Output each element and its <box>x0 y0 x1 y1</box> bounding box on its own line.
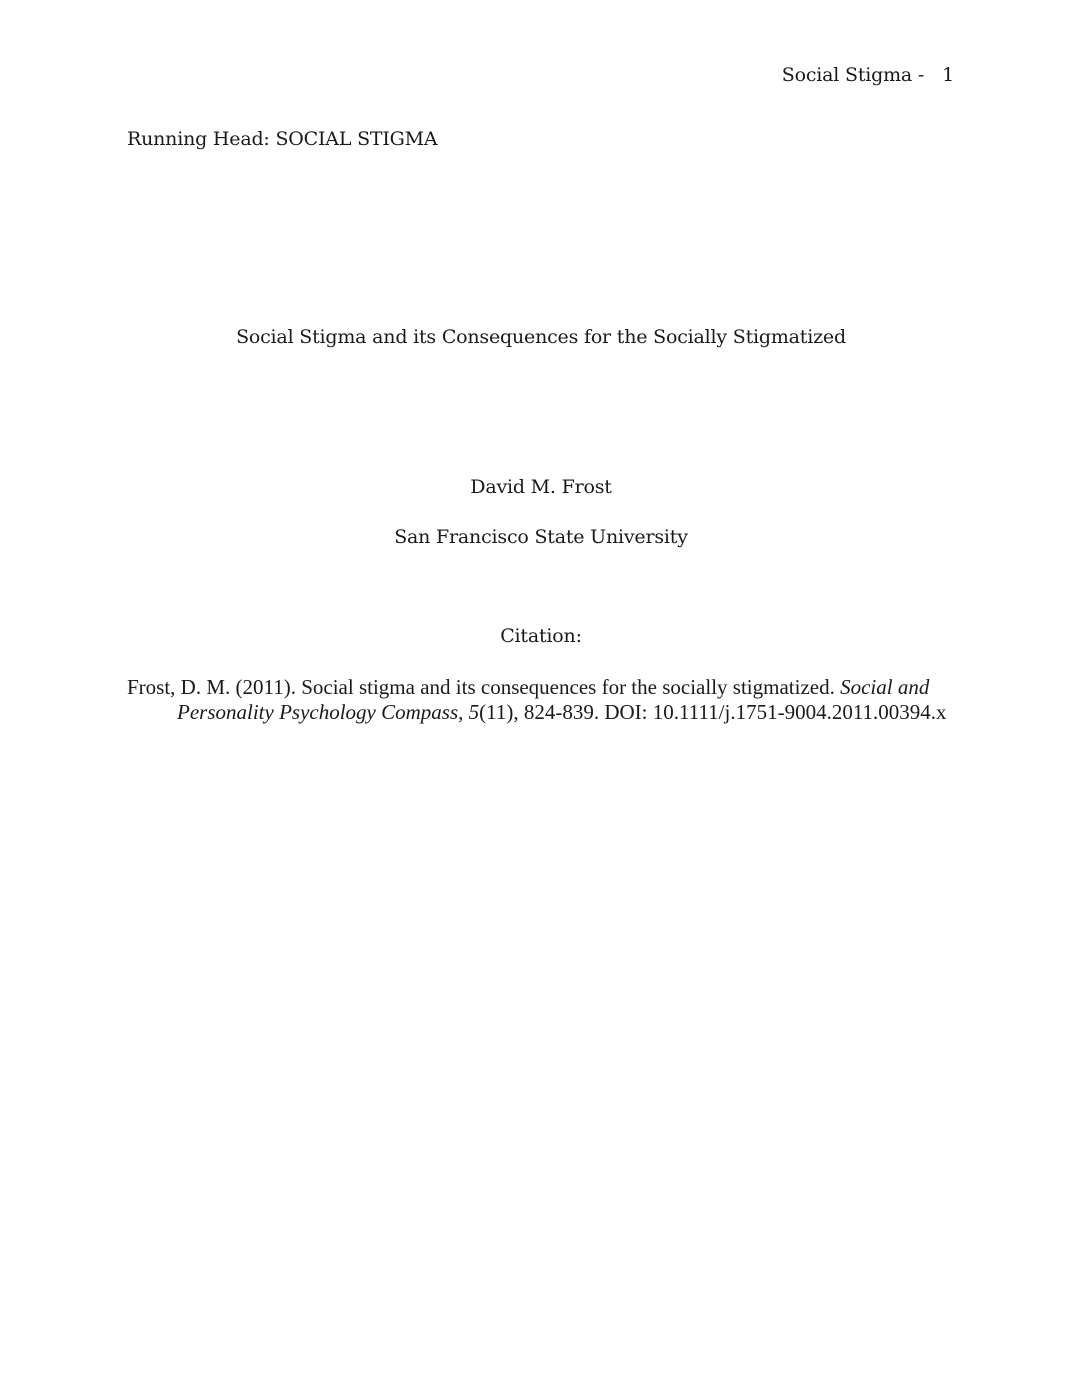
reference-volume: 5 <box>468 700 480 724</box>
paper-title: Social Stigma and its Consequences for the Socially Stigmatized <box>236 326 846 348</box>
reference-issue-pages-doi: (11), 824-839. DOI: 10.1111/j.1751-9004.2011.00394.x <box>479 700 947 724</box>
citation-label: Citation: <box>500 625 582 647</box>
page-header <box>782 64 954 86</box>
reference-separator: , <box>458 700 469 724</box>
reference-journal: Social and Personality Psychology Compass <box>177 675 930 724</box>
running-head: Running Head: SOCIAL STIGMA <box>127 128 438 150</box>
reference-entry <box>127 675 949 725</box>
author-affiliation: San Francisco State University <box>394 526 688 548</box>
author-name: David M. Frost <box>470 476 612 498</box>
page-number: 1 <box>942 64 954 86</box>
reference-authors-title: Frost, D. M. (2011). Social stigma and its consequences for the socially stigmatized. <box>127 675 841 699</box>
header-short-title: Social Stigma - <box>781 64 925 86</box>
